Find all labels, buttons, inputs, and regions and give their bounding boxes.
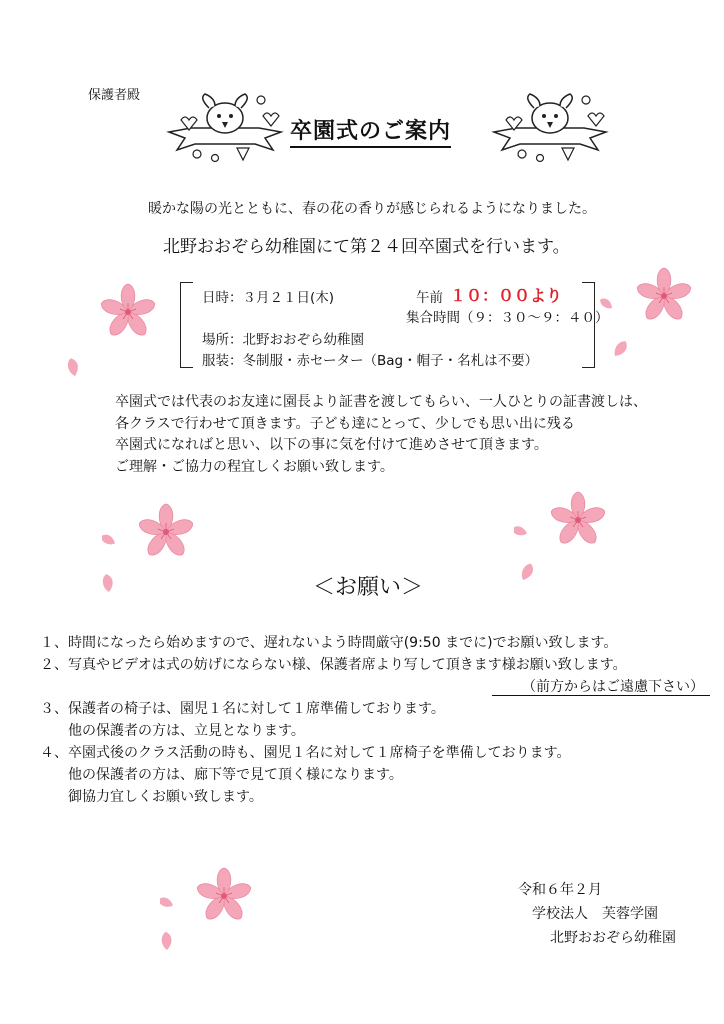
- cherry-blossom-icon: [546, 488, 610, 552]
- list-item-note: [40, 676, 710, 698]
- item-number: １、: [40, 635, 68, 651]
- page-title: 卒園式のご案内: [290, 114, 451, 148]
- organization-name: 学校法人 芙蓉学園: [532, 906, 658, 922]
- info-attire: 服装：冬制服・赤セーター（Bag・帽子・名札は不要）: [202, 353, 539, 369]
- sender-block: [518, 878, 676, 950]
- cherry-blossom-icon: [96, 280, 160, 344]
- item-text: 時間になったら始めますので、遅れないよう時間厳守(9:50 までに)でお願い致します。: [68, 635, 618, 651]
- list-item: [40, 698, 710, 720]
- event-info-box: [180, 282, 609, 370]
- school-name: 北野おおぞら幼稚園: [550, 930, 676, 946]
- info-time-label: 午前: [416, 290, 443, 306]
- list-item: [40, 654, 710, 676]
- announcement-text: 北野おおぞら幼稚園にて第２４回卒園式を行います。: [163, 237, 570, 257]
- greeting-text: 暖かな陽の光とともに、春の花の香りが感じられるようになりました。: [148, 201, 596, 217]
- item-number: ３、: [40, 701, 68, 717]
- petal-icon: [600, 292, 624, 316]
- issue-date: 令和６年２月: [518, 882, 602, 898]
- petal-icon: [514, 516, 540, 542]
- intro-line: 卒園式になればと思い、以下の事に気を付けて進めさせて頂きます。: [115, 437, 548, 453]
- cherry-blossom-icon: [192, 864, 256, 928]
- bird-mascot-left-icon: [165, 92, 285, 168]
- info-place: 場所：北野おおぞら幼稚園: [202, 332, 364, 348]
- bird-mascot-right-icon: [490, 92, 610, 168]
- left-bracket: [180, 282, 193, 368]
- item-text: 他の保護者の方は、立見となります。: [68, 723, 305, 739]
- item-text: 卒園式後のクラス活動の時も、園児１名に対して１席椅子を準備しております。: [68, 745, 571, 761]
- item-text: 他の保護者の方は、廊下等で見て頂く様になります。: [68, 767, 403, 783]
- petal-icon: [508, 560, 538, 590]
- list-item: [40, 742, 710, 764]
- cherry-blossom-icon: [134, 500, 198, 564]
- item-number: ２、: [40, 657, 68, 673]
- item-text: 保護者の椅子は、園児１名に対して１席準備しております。: [68, 701, 445, 717]
- item-text: 御協力宜しくお願い致します。: [68, 789, 263, 805]
- petal-icon: [60, 356, 90, 386]
- petal-icon: [102, 526, 128, 552]
- petal-icon: [600, 336, 630, 366]
- intro-line: ご理解・ご協力の程宜しくお願い致します。: [115, 458, 394, 475]
- addressee: 保護者殿: [88, 88, 141, 103]
- petal-icon: [160, 888, 186, 914]
- intro-line: 卒園式では代表のお友達に園長より証書を渡してもらい、一人ひとりの証書渡しは、: [115, 394, 647, 410]
- item-note-text: （前方からはご遠慮下さい）: [492, 679, 710, 696]
- info-date: 日時：３月２１日(木): [202, 290, 335, 306]
- intro-line: 各クラスで行わせて頂きます。子ども達にとって、少しでも思い出に残る: [115, 415, 575, 432]
- info-assembly-time: 集合時間（９：３０〜９：４０）: [406, 310, 609, 326]
- intro-paragraph: [115, 392, 647, 478]
- list-item: [40, 632, 710, 654]
- petal-icon: [94, 572, 124, 602]
- requests-title: ＜お願い＞: [313, 575, 424, 600]
- requests-list: [40, 632, 710, 808]
- cherry-blossom-icon: [632, 264, 696, 328]
- petal-icon: [152, 930, 182, 960]
- item-text: 写真やビデオは式の妨げにならない様、保護者席より写して頂きます様お願い致します。: [68, 657, 627, 673]
- info-time-value: １０：００より: [450, 286, 563, 305]
- item-number: ４、: [40, 745, 68, 761]
